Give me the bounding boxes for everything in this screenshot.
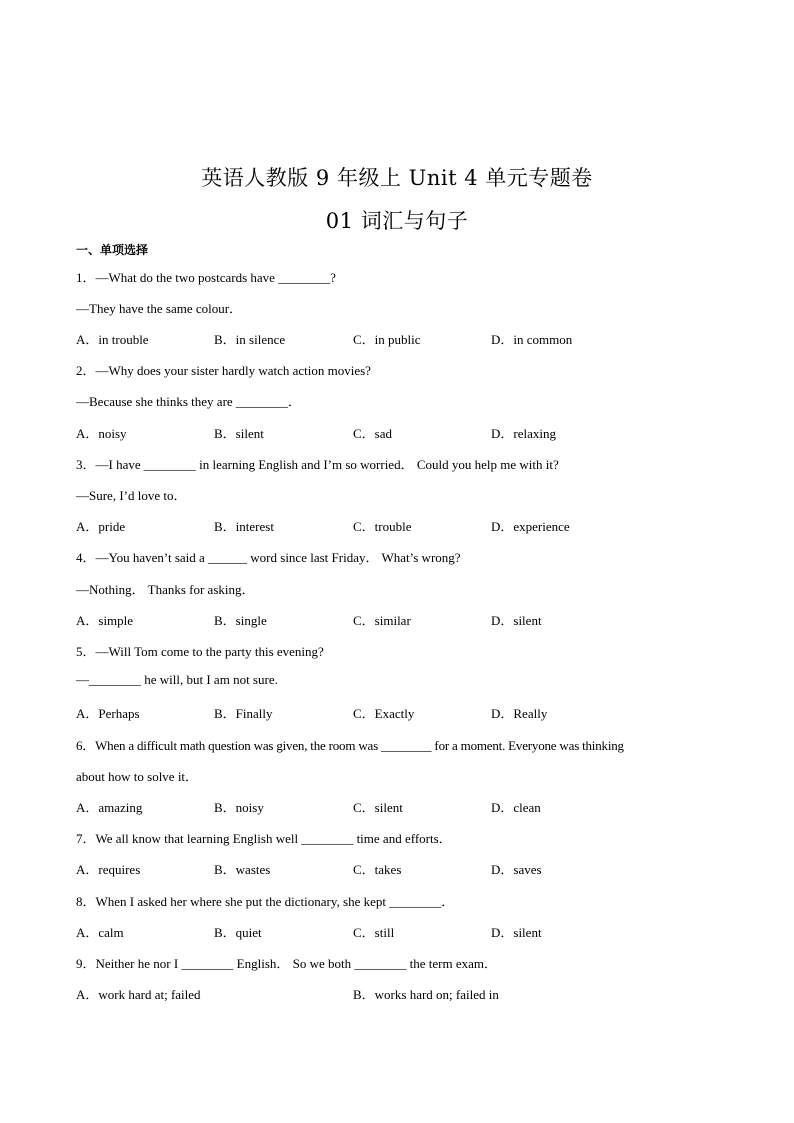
question-8-option-b: B．quiet [214, 925, 262, 940]
question-3-option-c: C．trouble [353, 519, 412, 534]
question-3-option-d: D．experience [491, 519, 570, 534]
question-1-option-a: A．in trouble [76, 332, 149, 347]
question-2-response: —Because she thinks they are ________． [76, 394, 301, 409]
exam-title: 英语人教版 9 年级上 Unit 4 单元专题卷 [201, 166, 593, 190]
question-1-option-c: C．in public [353, 332, 421, 347]
question-4-option-c: C．similar [353, 613, 411, 628]
question-1-option-d: D．in common [491, 332, 573, 347]
question-8-option-a: A．calm [76, 925, 124, 940]
question-8-option-d: D．silent [491, 925, 542, 940]
question-9-option-b: B．works hard on; failed in [353, 987, 499, 1002]
question-2-option-b: B．silent [214, 426, 264, 441]
question-5-option-d: D．Really [491, 706, 548, 721]
question-7-option-a: A．requires [76, 862, 141, 877]
question-5-response: —________ he will, but I am not sure. [76, 672, 278, 687]
question-6-option-a: A．amazing [76, 800, 143, 815]
question-6-stem-continued: about how to solve it． [76, 769, 199, 784]
question-4-option-a: A．simple [76, 613, 134, 628]
section-heading: 一、单项选择 [76, 243, 149, 257]
question-1-option-b: B．in silence [214, 332, 286, 347]
question-3-option-b: B．interest [214, 519, 274, 534]
question-5-stem: 5．—Will Tom come to the party this evening? [76, 644, 324, 659]
exam-subtitle: 01 词汇与句子 [325, 209, 469, 233]
question-9-option-a: A．work hard at; failed [76, 987, 201, 1002]
question-5-option-c: C．Exactly [353, 706, 415, 721]
question-6-option-d: D．clean [491, 800, 541, 815]
question-6-stem: 6．When a difficult math question was given, the room was ________ for a moment. Everyone was thinking [76, 738, 624, 753]
question-8-stem: 8．When I asked her where she put the dictionary, she kept ________． [76, 894, 455, 909]
question-4-response: —Nothing． Thanks for asking． [76, 582, 255, 597]
question-3-option-a: A．pride [76, 519, 126, 534]
question-2-option-d: D．relaxing [491, 426, 556, 441]
question-1-stem: 1．—What do the two postcards have ________? [76, 270, 336, 285]
question-3-stem: 3．—I have ________ in learning English and I’m so worried． Could you help me with it? [76, 457, 559, 472]
question-5-option-a: A．Perhaps [76, 706, 140, 721]
question-7-stem: 7．We all know that learning English well ________ time and efforts． [76, 831, 452, 846]
question-4-stem: 4．—You haven’t said a ______ word since last Friday． What’s wrong? [76, 550, 461, 565]
question-2-option-a: A．noisy [76, 426, 127, 441]
question-1-response: —They have the same colour． [76, 301, 243, 316]
question-2-stem: 2．—Why does your sister hardly watch action movies? [76, 363, 371, 378]
question-4-option-b: B．single [214, 613, 267, 628]
question-9-stem: 9．Neither he nor I ________ English． So we both ________ the term exam． [76, 956, 497, 971]
question-7-option-c: C．takes [353, 862, 402, 877]
question-3-response: —Sure, I’d love to． [76, 488, 187, 503]
question-6-option-c: C．silent [353, 800, 403, 815]
question-7-option-d: D．saves [491, 862, 542, 877]
question-8-option-c: C．still [353, 925, 395, 940]
question-6-option-b: B．noisy [214, 800, 264, 815]
question-7-option-b: B．wastes [214, 862, 271, 877]
question-2-option-c: C．sad [353, 426, 393, 441]
question-4-option-d: D．silent [491, 613, 542, 628]
question-5-option-b: B．Finally [214, 706, 273, 721]
